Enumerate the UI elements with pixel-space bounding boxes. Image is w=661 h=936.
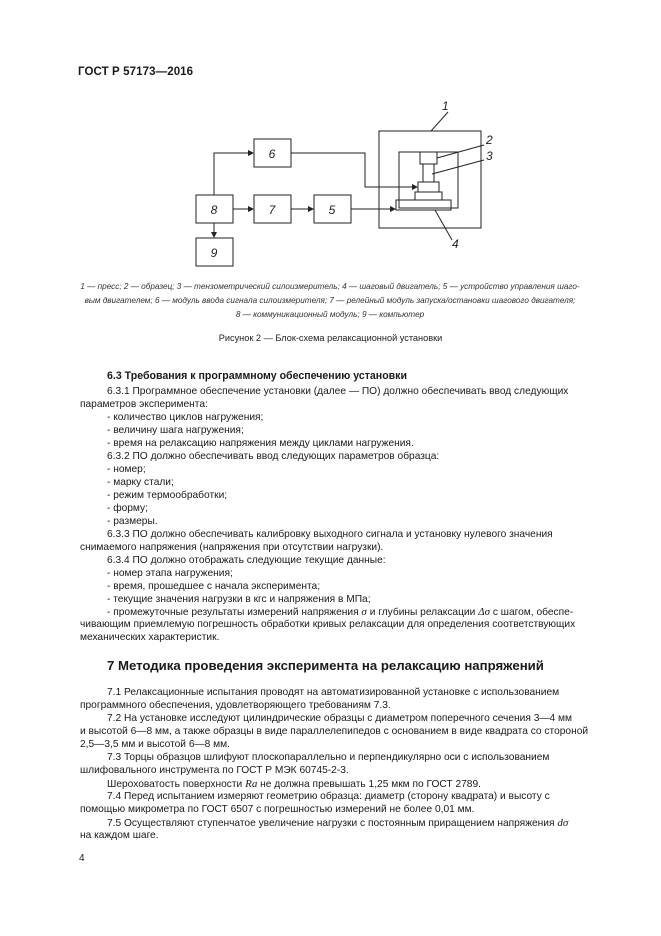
list-item: - марку стали; — [107, 477, 174, 488]
block-diagram — [0, 0, 661, 300]
leader-4 — [435, 210, 452, 240]
text-segment: 7.5 Осуществляют ступенчатое увеличение нагрузки с постоянным приращением напряжения — [107, 818, 558, 829]
p634-last-line3: механических характеристик. — [80, 632, 220, 643]
sigma-symbol: σ — [361, 606, 367, 618]
p633-line2: снимаемого напряжения (напряжения при отсутствии нагрузки). — [80, 542, 384, 553]
roughness-line — [107, 778, 481, 790]
list-item: - величину шага нагружения; — [107, 425, 244, 436]
document-header: ГОСТ Р 57173—2016 — [78, 66, 194, 78]
p633-line1: 6.3.3 ПО должно обеспечивать калибровку выходного сигнала и установку нулевого значения — [107, 529, 553, 540]
load-cell — [418, 182, 439, 192]
arrow-to-5 — [308, 206, 314, 212]
p72-line3: 2,5—3,5 мм и высотой 6—8 мм. — [80, 739, 231, 750]
list-item: - номер; — [107, 464, 146, 475]
block-7-label: 7 — [268, 203, 276, 217]
list-item-intermediate-results — [107, 606, 573, 618]
callout-2: 2 — [486, 133, 493, 147]
press-outer-frame — [379, 131, 481, 228]
block-8-label: 8 — [210, 203, 218, 217]
motor-base — [415, 192, 442, 200]
specimen — [423, 164, 434, 182]
text-segment: и глубины релаксации — [366, 607, 479, 618]
list-item: - номер этапа нагружения; — [107, 568, 233, 579]
page-number: 4 — [79, 853, 85, 864]
p631-line1: 6.3.1 Программное обеспечение установки (далее — ПО) должно обеспечивать ввод следующих — [107, 386, 569, 397]
p75-line2: на каждом шаге. — [80, 830, 159, 841]
callout-4: 4 — [452, 237, 459, 251]
arrow-to-9 — [211, 232, 217, 238]
block-9-label: 9 — [210, 246, 218, 260]
p632: 6.3.2 ПО должно обеспечивать ввод следующих параметров образца: — [107, 451, 440, 462]
arrow-to-press — [412, 184, 418, 190]
block-6-label: 6 — [268, 147, 276, 161]
specimen-top — [420, 152, 437, 164]
ra-symbol: Ra — [245, 778, 258, 790]
line-6-to-press — [291, 153, 414, 187]
list-item: - время на релаксацию напряжения между циклами нагружения. — [107, 438, 414, 449]
list-item: - форму; — [107, 503, 148, 514]
p73-line1: 7.3 Торцы образцов шлифуют плоскопараллельно и перпендикулярно оси с использованием — [107, 752, 550, 763]
p631-line2: параметров эксперимента: — [80, 399, 208, 410]
p72-line1: 7.2 На установке исследуют цилиндрические образцы с диаметром поперечного сечения 3—4 мм — [107, 713, 573, 724]
list-item: - режим термообработки; — [107, 490, 228, 501]
line-8-to-6 — [214, 153, 250, 195]
figure-legend-line-3: 8 — коммуникационный модуль; 9 — компьютер — [235, 310, 425, 319]
p634: 6.3.4 ПО должно отображать следующие текущие данные: — [107, 555, 386, 566]
p634-last-line2: чивающим приемлемую погрешность обработки кривых релаксации для определения соответствующих — [80, 619, 576, 630]
p75-line1 — [107, 817, 568, 829]
list-item: - время, прошедшее с начала эксперимента; — [107, 581, 321, 592]
d-sigma-symbol: dσ — [557, 817, 569, 829]
p74-line1: 7.4 Перед испытанием измеряют геометрию образца: диаметр (сторону квадрата) и высоту с — [107, 791, 550, 802]
p72-line2: и высотой 6—8 мм, а также образцы в виде параллелепипедов с основанием в виде квадрата со стороной — [80, 726, 589, 737]
arrow-to-motor — [390, 206, 396, 212]
leader-1 — [431, 112, 448, 131]
p71-line1: 7.1 Релаксационные испытания проводят на автоматизированной установке с использованием — [107, 687, 560, 698]
text-segment: не должна превышать 1,25 мкм по ГОСТ 2789. — [257, 779, 481, 790]
p74-line2: помощью микрометра по ГОСТ 6507 с погрешностью измерений не более 0,01 мм. — [80, 804, 475, 815]
list-item: - количество циклов нагружения; — [107, 412, 264, 423]
text-segment: Шероховатость поверхности — [107, 779, 246, 790]
arrow-to-7 — [248, 206, 254, 212]
text-segment: с шагом, обеспе- — [490, 607, 574, 618]
figure-caption: Рисунок 2 — Блок-схема релаксационной установки — [218, 333, 443, 343]
block-5-label: 5 — [328, 203, 336, 217]
section-7-title: 7 Методика проведения эксперимента на релаксацию напряжений — [107, 658, 544, 673]
callout-1: 1 — [442, 99, 449, 113]
list-item: - размеры. — [107, 516, 158, 527]
p73-line2: шлифовального инструмента по ГОСТ Р МЭК 60745-2-3. — [80, 765, 349, 776]
figure-legend-line-2: вым двигателем; 6 — модуль ввода сигнала силоизмерителя; 7 — релейный модуль запуска/остановки шагового двигателя; — [84, 296, 576, 305]
figure-legend-line-1: 1 — пресс; 2 — образец; 3 — тензометрический силоизмеритель; 4 — шаговый двигатель; 5 — устройство управления шаго- — [80, 282, 580, 291]
section-6-3-title: 6.3 Требования к программному обеспечению установки — [107, 370, 407, 382]
callout-3: 3 — [486, 149, 493, 163]
arrow-to-6 — [248, 150, 254, 156]
list-item: - текущие значения нагрузки в кгс и напряжения в МПа; — [107, 594, 371, 605]
delta-sigma-symbol: Δσ — [478, 606, 491, 618]
p71-line2: программного обеспечения, удовлетворяющего требованиям 7.3. — [80, 700, 391, 711]
text-segment: - промежуточные результаты измерений напряжения — [107, 607, 362, 618]
